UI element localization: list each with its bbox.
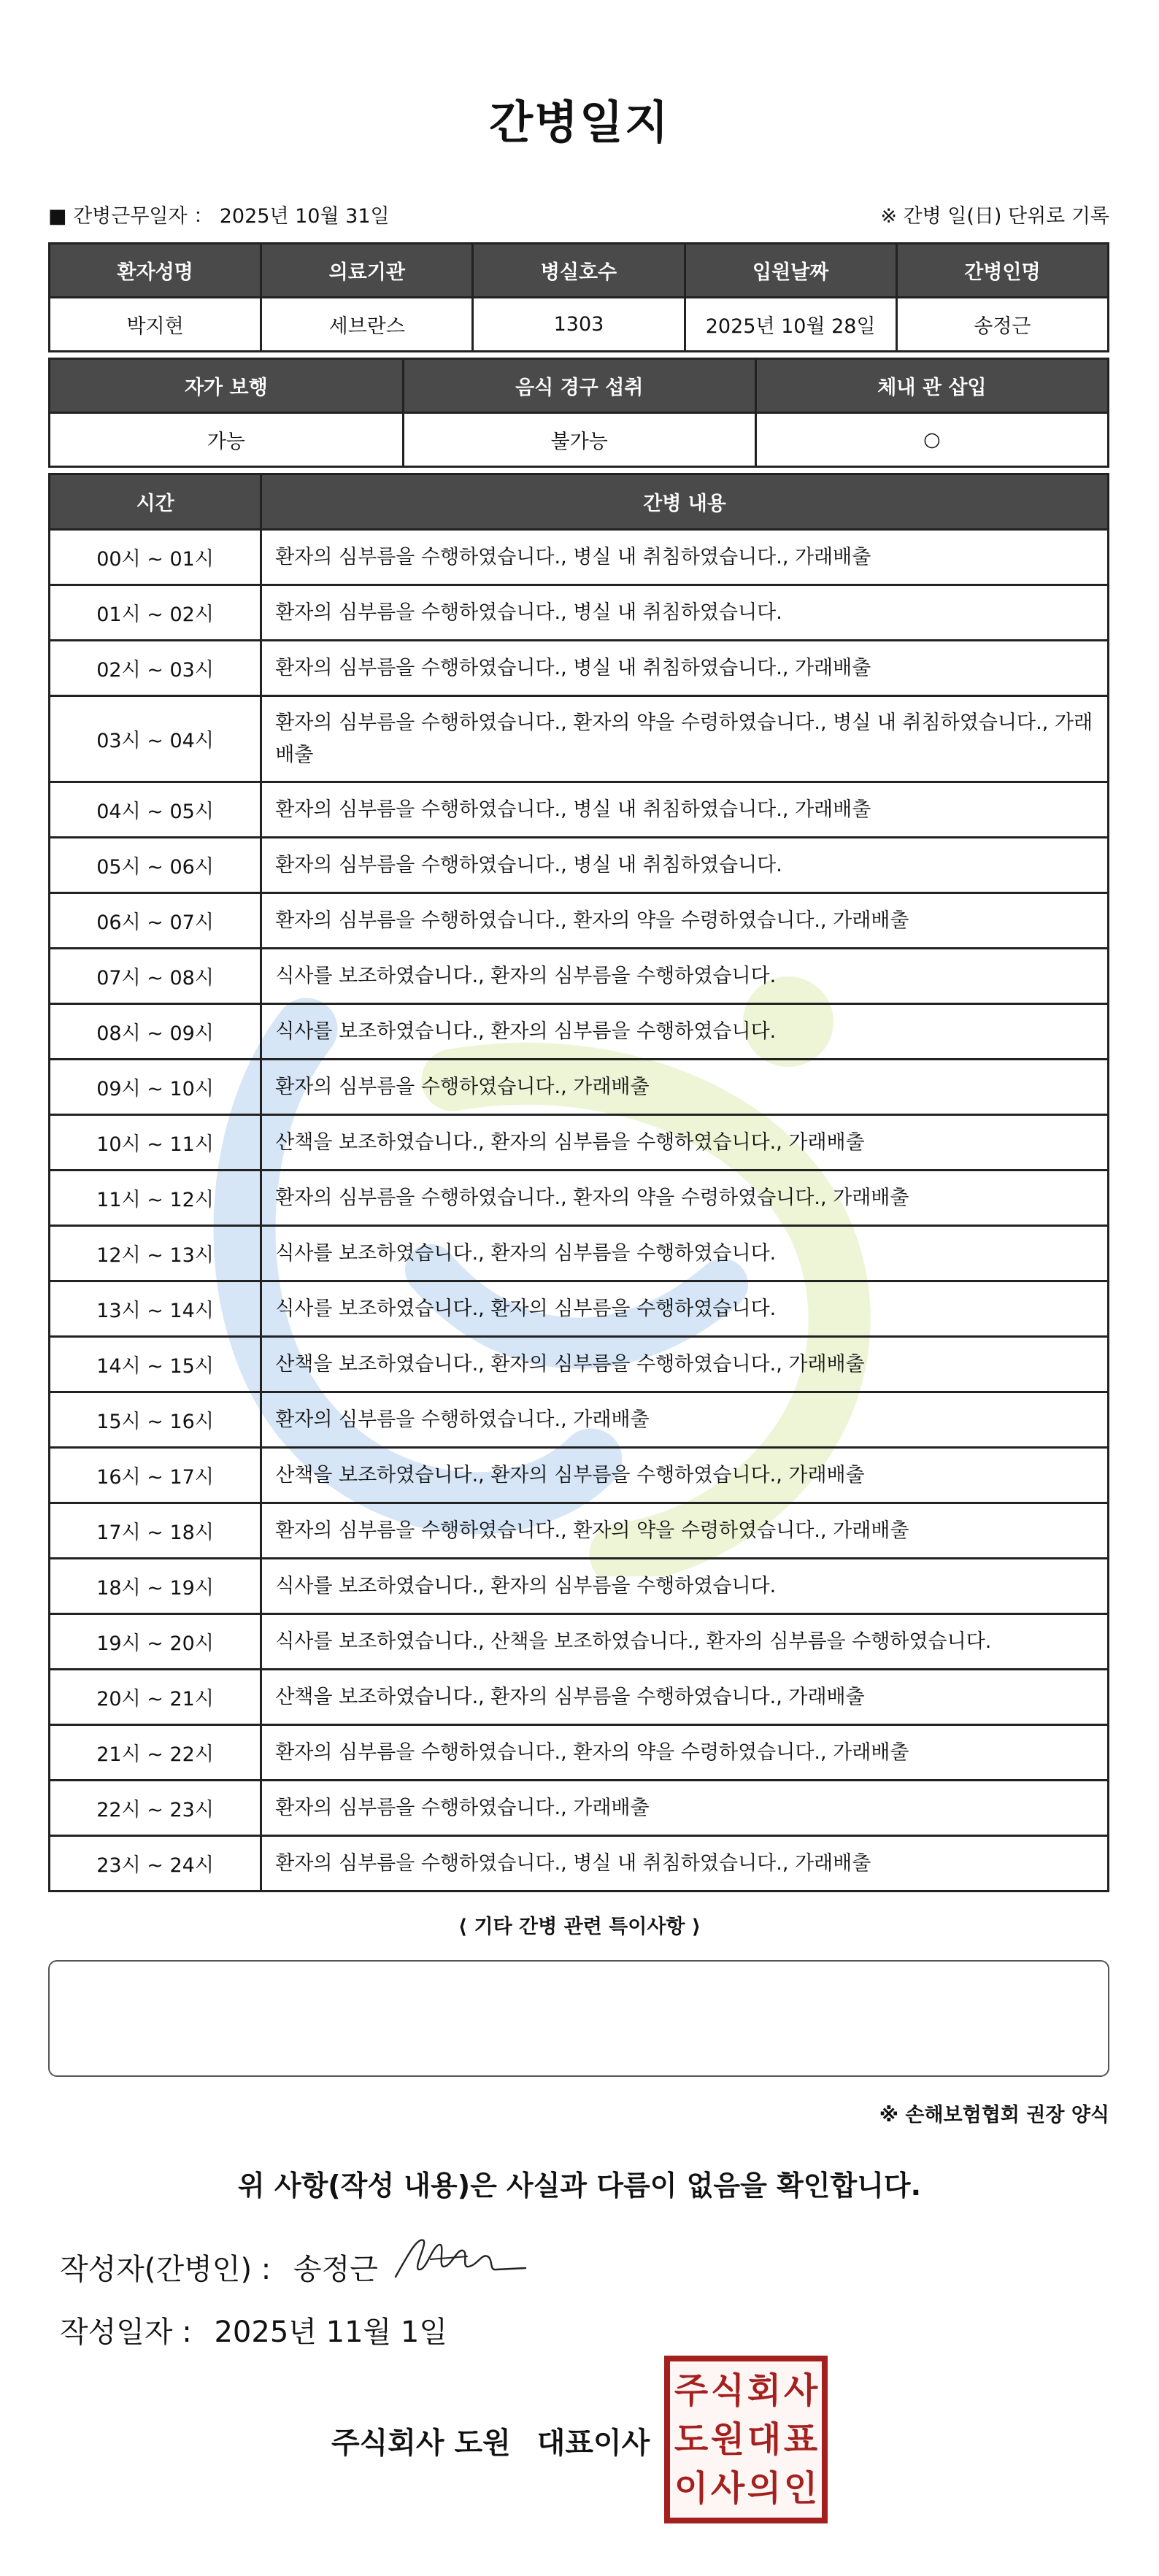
row-time: 01시 ~ 02시 [50, 585, 261, 641]
self-walking-value: 가능 [50, 413, 404, 467]
other-notes-box [48, 1960, 1109, 2077]
table-row [50, 949, 1109, 1004]
table-row [50, 1503, 1109, 1559]
hospital-name: 세브란스 [261, 298, 473, 352]
row-time: 23시 ~ 24시 [50, 1836, 261, 1891]
patient-info-table [48, 242, 1109, 352]
table-row [50, 641, 1109, 696]
company-name: 주식회사 도원 [331, 2426, 511, 2460]
seal-character: 대 [747, 2418, 782, 2460]
care-log-table [48, 473, 1109, 1892]
header-tube-insertion: 체내 관 삽입 [755, 359, 1108, 413]
row-care-content: 환자의 심부름을 수행하였습니다., 병실 내 취침하였습니다. [261, 838, 1109, 893]
row-time: 13시 ~ 14시 [50, 1281, 261, 1337]
row-time: 12시 ~ 13시 [50, 1226, 261, 1281]
patient-name: 박지현 [50, 298, 261, 352]
row-time: 09시 ~ 10시 [50, 1060, 261, 1115]
row-care-content: 환자의 심부름을 수행하였습니다., 병실 내 취침하였습니다., 가래배출 [261, 782, 1109, 838]
table-row [50, 782, 1109, 838]
row-time: 07시 ~ 08시 [50, 949, 261, 1004]
row-care-content: 환자의 심부름을 수행하였습니다., 가래배출 [261, 1060, 1109, 1115]
company-role: 대표이사 [536, 2426, 650, 2460]
company-line [331, 2420, 666, 2461]
table-row [50, 1725, 1109, 1781]
seal-character: 의 [747, 2468, 782, 2510]
seal-character: 주 [674, 2369, 709, 2411]
patient-status-table [48, 358, 1109, 468]
row-time: 18시 ~ 19시 [50, 1559, 261, 1614]
seal-character: 원 [710, 2418, 745, 2460]
row-time: 19시 ~ 20시 [50, 1614, 261, 1670]
row-time: 03시 ~ 04시 [50, 696, 261, 782]
table-row [50, 893, 1109, 949]
confirmation-statement: 위 사항(작성 내용)은 사실과 다름이 없음을 확인합니다. [237, 2170, 922, 2202]
table-row [50, 1171, 1109, 1226]
row-care-content: 산책을 보조하였습니다., 환자의 심부름을 수행하였습니다., 가래배출 [261, 1448, 1109, 1503]
author-name: 송정근 [293, 2253, 378, 2286]
row-care-content: 식사를 보조하였습니다., 산책을 보조하였습니다., 환자의 심부름을 수행하였습니다. [261, 1614, 1109, 1670]
table-row [50, 1337, 1109, 1392]
room-number: 1303 [473, 298, 685, 352]
info-row [48, 200, 1109, 229]
row-time: 14시 ~ 15시 [50, 1337, 261, 1392]
table-row [50, 838, 1109, 893]
header-time: 시간 [50, 474, 261, 530]
row-care-content: 산책을 보조하였습니다., 환자의 심부름을 수행하였습니다., 가래배출 [261, 1115, 1109, 1171]
table-row [50, 530, 1109, 585]
work-date: ■ 간병근무일자 ： 2025년 10월 31일 [48, 205, 390, 228]
row-time: 10시 ~ 11시 [50, 1115, 261, 1171]
oral-intake-value: 불가능 [403, 413, 755, 467]
table-row [50, 1614, 1109, 1670]
row-care-content: 환자의 심부름을 수행하였습니다., 환자의 약을 수령하였습니다., 병실 내 취침하였습니다., 가래배출 [261, 696, 1109, 782]
header-caregiver-name: 간병인명 [896, 244, 1108, 298]
row-care-content: 환자의 심부름을 수행하였습니다., 병실 내 취침하였습니다., 가래배출 [261, 530, 1109, 585]
row-care-content: 환자의 심부름을 수행하였습니다., 병실 내 취침하였습니다. [261, 585, 1109, 641]
seal-character: 사 [710, 2468, 745, 2510]
header-room-number: 병실호수 [473, 244, 685, 298]
admission-date: 2025년 10월 28일 [685, 298, 896, 352]
row-care-content: 환자의 심부름을 수행하였습니다., 병실 내 취침하였습니다., 가래배출 [261, 641, 1109, 696]
row-care-content: 산책을 보조하였습니다., 환자의 심부름을 수행하였습니다., 가래배출 [261, 1337, 1109, 1392]
row-time: 11시 ~ 12시 [50, 1171, 261, 1226]
author-line [60, 2246, 378, 2288]
record-unit-note: ※ 간병 일(日) 단위로 기록 [880, 205, 1109, 228]
table-row [50, 696, 1109, 782]
header-self-walking: 자가 보행 [50, 359, 404, 413]
row-care-content: 환자의 심부름을 수행하였습니다., 병실 내 취침하였습니다., 가래배출 [261, 1836, 1109, 1891]
table-row [50, 1115, 1109, 1171]
table-row [50, 1670, 1109, 1725]
written-date-line [60, 2309, 447, 2351]
row-care-content: 식사를 보조하였습니다., 환자의 심부름을 수행하였습니다. [261, 1559, 1109, 1614]
handwritten-signature [387, 2224, 533, 2290]
row-care-content: 산책을 보조하였습니다., 환자의 심부름을 수행하였습니다., 가래배출 [261, 1670, 1109, 1725]
row-time: 04시 ~ 05시 [50, 782, 261, 838]
table-row [50, 1060, 1109, 1115]
row-time: 21시 ~ 22시 [50, 1725, 261, 1781]
table-row [50, 585, 1109, 641]
header-admission-date: 입원날짜 [685, 244, 896, 298]
table-row [50, 1781, 1109, 1836]
row-care-content: 식사를 보조하였습니다., 환자의 심부름을 수행하였습니다. [261, 1226, 1109, 1281]
row-care-content: 환자의 심부름을 수행하였습니다., 가래배출 [261, 1781, 1109, 1836]
row-time: 05시 ~ 06시 [50, 838, 261, 893]
table-row [50, 1004, 1109, 1060]
header-care-content: 간병 내용 [261, 474, 1109, 530]
table-row [50, 1448, 1109, 1503]
row-care-content: 식사를 보조하였습니다., 환자의 심부름을 수행하였습니다. [261, 1004, 1109, 1060]
row-care-content: 식사를 보조하였습니다., 환자의 심부름을 수행하였습니다. [261, 949, 1109, 1004]
table-row [50, 1281, 1109, 1337]
table-row [50, 1392, 1109, 1448]
header-patient-name: 환자성명 [50, 244, 261, 298]
table-row [50, 1836, 1109, 1891]
row-care-content: 식사를 보조하였습니다., 환자의 심부름을 수행하였습니다. [261, 1281, 1109, 1337]
seal-character: 도 [674, 2418, 709, 2460]
header-oral-intake: 음식 경구 섭취 [403, 359, 755, 413]
table-row [50, 1226, 1109, 1281]
caregiver-name: 송정근 [896, 298, 1108, 352]
row-care-content: 환자의 심부름을 수행하였습니다., 환자의 약을 수령하였습니다., 가래배출 [261, 1725, 1109, 1781]
row-time: 00시 ~ 01시 [50, 530, 261, 585]
date-label: 작성일자 : [60, 2315, 192, 2349]
other-notes-label: ⟨ 기타 간병 관련 특이사항 ⟩ [458, 1916, 701, 1938]
row-care-content: 환자의 심부름을 수행하였습니다., 환자의 약을 수령하였습니다., 가래배출 [261, 1171, 1109, 1226]
header-hospital: 의료기관 [261, 244, 473, 298]
seal-character: 인 [783, 2468, 818, 2510]
row-time: 20시 ~ 21시 [50, 1670, 261, 1725]
seal-character: 이 [674, 2468, 709, 2510]
row-time: 15시 ~ 16시 [50, 1392, 261, 1448]
row-care-content: 환자의 심부름을 수행하였습니다., 환자의 약을 수령하였습니다., 가래배출 [261, 1503, 1109, 1559]
date-value: 2025년 11월 1일 [214, 2315, 447, 2349]
seal-character: 식 [710, 2369, 745, 2411]
form-source-note: ※ 손해보험협회 권장 양식 [879, 2104, 1109, 2126]
row-care-content: 환자의 심부름을 수행하였습니다., 가래배출 [261, 1392, 1109, 1448]
care-log-body [50, 530, 1109, 1891]
row-time: 17시 ~ 18시 [50, 1503, 261, 1559]
row-time: 08시 ~ 09시 [50, 1004, 261, 1060]
tube-insertion-value: ○ [755, 413, 1108, 467]
document-title: 간병일지 [489, 96, 670, 149]
row-time: 16시 ~ 17시 [50, 1448, 261, 1503]
row-time: 06시 ~ 07시 [50, 893, 261, 949]
table-row [50, 1559, 1109, 1614]
seal-character: 회 [747, 2369, 782, 2411]
row-care-content: 환자의 심부름을 수행하였습니다., 환자의 약을 수령하였습니다., 가래배출 [261, 893, 1109, 949]
seal-character: 표 [783, 2418, 818, 2460]
row-time: 22시 ~ 23시 [50, 1781, 261, 1836]
row-time: 02시 ~ 03시 [50, 641, 261, 696]
seal-character: 사 [783, 2369, 818, 2411]
author-label: 작성자(간병인) : [60, 2253, 272, 2286]
company-seal-stamp [664, 2356, 828, 2523]
